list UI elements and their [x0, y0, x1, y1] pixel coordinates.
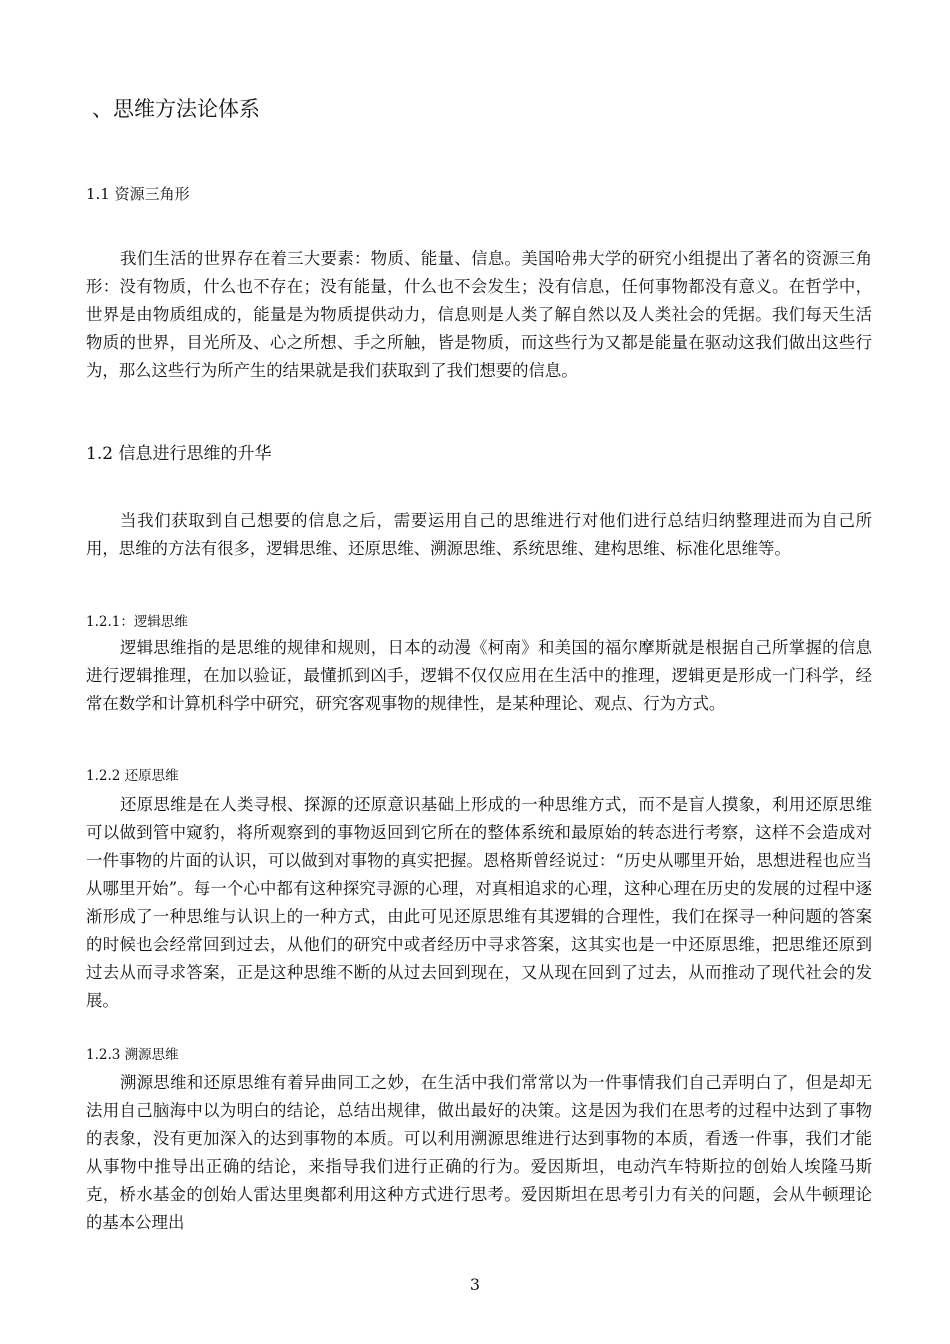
section-heading-1-1: 1.1 资源三角形: [86, 185, 190, 203]
section-paragraph-1-1: 我们生活的世界存在着三大要素：物质、能量、信息。美国哈弗大学的研究小组提出了著名的资源三角形：没有物质，什么也不存在；没有能量，什么也不会发生；没有信息，任何事物都没有意义。在哲学中，世界是由物质组成的，能量是为物质提供动力，信息则是人类了解自然以及人类社会的凭据。我们每天生活物质的世界，目光所及、心之所想、手之所触，皆是物质，而这些行为又都是能量在驱动这我们做出这些行为，那么这些行为所产生的结果就是我们获取到了我们想要的信息。: [86, 249, 872, 380]
page-title: 、思维方法论体系: [92, 97, 260, 121]
subsection-paragraph-1-2-2: 还原思维是在人类寻根、探源的还原意识基础上形成的一种思维方式，而不是盲人摸象，利用还原思维可以做到管中窥豹，将所观察到的事物返回到它所在的整体系统和最原始的转态进行考察，这样不会造成对一件事物的片面的认识，可以做到对事物的真实把握。恩格斯曾经说过：“历史从哪里开始，思想进程也应当从哪里开始”。每一个心中都有这种探究寻源的心理，对真相追求的心理，这种心理在历史的发展的过程中逐渐形成了一种思维与认识上的一种方式，由此可见还原思维有其逻辑的合理性，我们在探寻一种问题的答案的时候也会经常回到过去，从他们的研究中或者经历中寻求答案，这其实也是一中还原思维，把思维还原到过去从而寻求答案，正是这种思维不断的从过去回到现在，又从现在回到了过去，从而推动了现代社会的发展。: [86, 795, 872, 1010]
section-heading-1-2: 1.2 信息进行思维的升华: [86, 444, 272, 464]
subsection-paragraph-1-2-3: 溯源思维和还原思维有着异曲同工之妙，在生活中我们常常以为一件事情我们自己弄明白了，但是却无法用自己脑海中以为明白的结论，总结出规律，做出最好的决策。这是因为我们在思考的过程中达到了事物的表象，没有更加深入的达到事物的本质。可以利用溯源思维进行达到事物的本质，看透一件事，我们才能从事物中推导出正确的结论，来指导我们进行正确的行为。爱因斯坦，电动汽车特斯拉的创始人埃隆马斯克，桥水基金的创始人雷达里奥都利用这种方式进行思考。爱因斯坦在思考引力有关的问题，会从牛顿理论的基本公理出: [86, 1073, 872, 1232]
subsection-paragraph-1-2-1: 逻辑思维指的是思维的规律和规则，日本的动漫《柯南》和美国的福尔摩斯就是根据自己所掌握的信息进行逻辑推理，在加以验证，最懂抓到凶手，逻辑不仅仅应用在生活中的推理，逻辑更是形成一门科学，经常在数学和计算机科学中研究，研究客观事物的规律性，是某种理论、观点、行为方式。: [86, 638, 872, 713]
subsection-heading-1-2-2: 1.2.2 还原思维: [86, 768, 179, 784]
page-number: 3: [469, 1275, 481, 1294]
subsection-heading-1-2-3: 1.2.3 溯源思维: [86, 1047, 179, 1063]
section-paragraph-1-2: 当我们获取到自己想要的信息之后，需要运用自己的思维进行对他们进行总结归纳整理进而为自己所用，思维的方法有很多，逻辑思维、还原思维、溯源思维、系统思维、建构思维、标准化思维等。: [86, 511, 872, 558]
subsection-heading-1-2-1: 1.2.1：逻辑思维: [86, 614, 188, 630]
